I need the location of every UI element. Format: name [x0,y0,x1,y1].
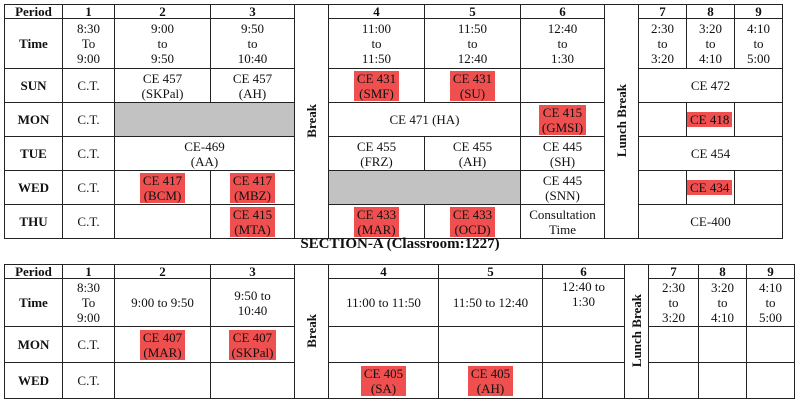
mon-p8 [699,327,747,363]
sun-p4 [329,69,425,103]
time-p6: 12:40 to 1:30 [543,279,625,327]
row-mon [5,327,795,363]
highlighted-class: CE 417 (BCM) [140,173,185,203]
row-wed [5,363,795,399]
sun-p3: CE 457 (AH) [211,69,295,103]
wed-p4 [329,363,439,399]
tue-p7-9: CE 454 [639,137,783,171]
wed-p3 [211,171,295,205]
period-9-header: 9 [735,5,783,19]
lunch-break-column [605,5,639,239]
period-5-header: 5 [425,5,521,19]
mon-p1: C.T. [63,103,115,137]
row-sun [5,69,783,103]
mon-p7 [639,103,687,137]
thu-p6: Consultation Time [521,205,605,239]
mon-p8 [687,103,735,137]
wed-p7 [649,363,699,399]
highlighted-class: CE 434 [687,180,732,195]
break-column [295,265,329,399]
mon-p9 [747,327,795,363]
time-p9: 4:10 to 5:00 [735,19,783,69]
wed-p6: CE 445 (SNN) [521,171,605,205]
period-2-header: 2 [115,5,211,19]
sun-p5 [425,69,521,103]
time-p1: 8:30 To 9:00 [63,279,115,327]
mon-p6 [543,327,625,363]
time-row [5,279,795,327]
sun-p2: CE 457 (SKPal) [115,69,211,103]
thu-p4 [329,205,425,239]
sun-p7-9: CE 472 [639,69,783,103]
time-p5: 11:50 to 12:40 [425,19,521,69]
time-p6: 12:40 to 1:30 [521,19,605,69]
period-header: Period [5,5,63,19]
routine-table-section-b [4,264,795,399]
time-p5: 11:50 to 12:40 [439,279,543,327]
row-wed [5,171,783,205]
thu-p7-9: CE-400 [639,205,783,239]
time-p3: 9:50 to 10:40 [211,279,295,327]
row-tue [5,137,783,171]
tue-p4: CE 455 (FRZ) [329,137,425,171]
wed-p8 [699,363,747,399]
time-label: Time [5,279,63,327]
thu-p2 [115,205,211,239]
wed-p5 [439,363,543,399]
wed-p2 [115,171,211,205]
time-row [5,19,783,69]
wed-p1: C.T. [63,171,115,205]
day-label-thu: THU [5,205,63,239]
highlighted-class: CE 431 (SMF) [354,71,399,101]
time-p9: 4:10 to 5:00 [747,279,795,327]
time-p1: 8:30 To 9:00 [63,19,115,69]
time-p3: 9:50 to 10:40 [211,19,295,69]
row-thu [5,205,783,239]
period-3-header: 3 [211,5,295,19]
period-3-header: 3 [211,265,295,279]
sun-p6 [521,69,605,103]
thu-p5 [425,205,521,239]
mon-p5 [439,327,543,363]
lunch-break-label: Lunch Break [628,293,644,368]
tue-p5: CE 455 (AH) [425,137,521,171]
break-label: Break [303,103,319,138]
mon-p1: C.T. [63,327,115,363]
lunch-break-label: Lunch Break [613,83,629,158]
day-label-sun: SUN [5,69,63,103]
highlighted-class: CE 433 (OCD) [450,207,495,237]
mon-p3 [211,327,295,363]
time-p7: 2:30 to 3:20 [649,279,699,327]
period-2-header: 2 [115,265,211,279]
day-label-wed: WED [5,363,63,399]
period-6-header: 6 [543,265,625,279]
day-label-tue: TUE [5,137,63,171]
wed-p1: C.T. [63,363,115,399]
highlighted-class: CE 415 (GMSI) [539,105,586,135]
period-7-header: 7 [649,265,699,279]
highlighted-class: CE 417 (MBZ) [230,173,275,203]
wed-p8 [687,171,735,205]
header-row [5,5,783,19]
time-p2: 9:00 to 9:50 [115,19,211,69]
day-label-mon: MON [5,327,63,363]
period-header: Period [5,265,63,279]
sun-p1: C.T. [63,69,115,103]
section-title: SECTION-A (Classroom:1227) [300,236,500,252]
mon-p9 [735,103,783,137]
period-7-header: 7 [639,5,687,19]
break-label: Break [303,313,319,348]
wed-p9 [735,171,783,205]
tue-p6: CE 445 (SH) [521,137,605,171]
tue-p2-3: CE-469 (AA) [115,137,295,171]
thu-p1: C.T. [63,205,115,239]
wed-p4-5-empty [329,171,521,205]
routine-table-section-a [4,4,783,239]
period-1-header: 1 [63,265,115,279]
mon-p7 [649,327,699,363]
time-p4: 11:00 to 11:50 [329,19,425,69]
wed-p9 [747,363,795,399]
time-p7: 2:30 to 3:20 [639,19,687,69]
wed-p3 [211,363,295,399]
mon-p2 [115,327,211,363]
time-label: Time [5,19,63,69]
thu-p3 [211,205,295,239]
period-1-header: 1 [63,5,115,19]
mon-p4 [329,327,439,363]
highlighted-class: CE 431 (SU) [450,71,495,101]
period-6-header: 6 [521,5,605,19]
highlighted-class: CE 433 (MAR) [354,207,399,237]
header-row [5,265,795,279]
highlighted-class: CE 405 (SA) [361,366,406,396]
highlighted-class: CE 415 (MTA) [230,207,275,237]
highlighted-class: CE 418 [687,112,732,127]
wed-p2 [115,363,211,399]
lunch-break-column [625,265,649,399]
period-4-header: 4 [329,5,425,19]
period-5-header: 5 [439,265,543,279]
mon-p4-5: CE 471 (HA) [329,103,521,137]
period-8-header: 8 [699,265,747,279]
break-column [295,5,329,239]
period-8-header: 8 [687,5,735,19]
mon-p2-3-empty [115,103,295,137]
time-p8: 3:20 to 4:10 [687,19,735,69]
wed-p6 [543,363,625,399]
time-p4: 11:00 to 11:50 [329,279,439,327]
day-label-mon: MON [5,103,63,137]
time-p8: 3:20 to 4:10 [699,279,747,327]
row-mon [5,103,783,137]
day-label-wed: WED [5,171,63,205]
time-p2: 9:00 to 9:50 [115,279,211,327]
highlighted-class: CE 407 (MAR) [140,330,185,360]
highlighted-class: CE 405 (AH) [468,366,513,396]
mon-p6 [521,103,605,137]
wed-p7 [639,171,687,205]
highlighted-class: CE 407 (SKPal) [229,330,277,360]
tue-p1: C.T. [63,137,115,171]
period-4-header: 4 [329,265,439,279]
period-9-header: 9 [747,265,795,279]
